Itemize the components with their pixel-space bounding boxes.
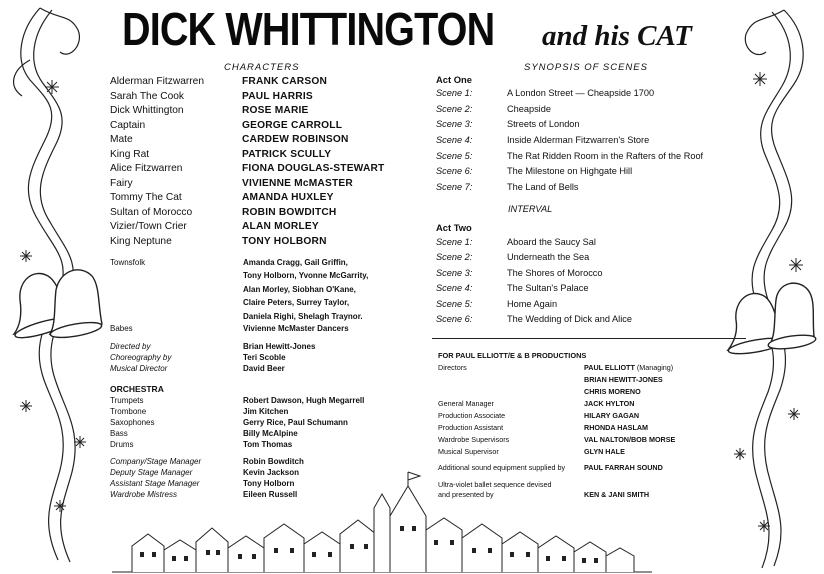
stage-label: Deputy Stage Manager	[110, 468, 193, 477]
cast-role: Tommy The Cat	[110, 192, 182, 203]
scene-label: Scene 2:	[436, 104, 473, 114]
cast-row	[110, 149, 430, 163]
programme-subtitle: and his CAT	[542, 20, 692, 52]
crew-name: JACK HYLTON	[584, 399, 635, 408]
ballet-line: and presented by	[438, 490, 494, 499]
cast-actor: VIVIENNE McMASTER	[242, 177, 353, 189]
scene-title: Streets of London	[507, 119, 580, 129]
crew-name: HILARY GAGAN	[584, 411, 640, 420]
player: Robert Dawson, Hugh Megarrell	[243, 396, 365, 405]
scene-label: Scene 4:	[436, 283, 473, 293]
interval-label: INTERVAL	[508, 204, 553, 214]
player: Billy McAlpine	[243, 429, 298, 438]
cast-actor: ROBIN BOWDITCH	[242, 206, 337, 218]
instrument: Trombone	[110, 407, 147, 416]
ballet-row	[438, 490, 798, 502]
stage-labels	[110, 456, 201, 500]
director-name: BRIAN HEWITT-JONES	[584, 375, 663, 384]
townsfolk-label: Townsfolk	[110, 258, 146, 267]
cast-actor: FRANK CARSON	[242, 76, 328, 87]
cast-row	[110, 221, 430, 235]
crew-name: GLYN HALE	[584, 447, 625, 456]
scene-row	[436, 151, 736, 166]
crew-row	[438, 447, 798, 459]
cast-actor: TONY HOLBORN	[242, 235, 327, 247]
scene-title: Home Again	[507, 299, 558, 309]
director-name-text: PAUL ELLIOTT	[584, 363, 635, 372]
cast-row	[110, 192, 430, 206]
scene-row	[436, 182, 736, 197]
church-tower	[374, 494, 390, 572]
scene-row	[436, 314, 736, 329]
scene-label: Scene 5:	[436, 299, 473, 309]
scene-row	[436, 88, 736, 103]
cast-row	[110, 134, 430, 148]
scene-label: Scene 1:	[436, 88, 473, 98]
cast-role: King Neptune	[110, 235, 172, 247]
crew-role: Wardrobe Supervisors	[438, 435, 510, 444]
crew-role: Production Assistant	[438, 423, 504, 432]
crew-name: VAL NALTON/BOB MORSE	[584, 435, 676, 444]
sound-label: Additional sound equipment supplied by	[438, 463, 566, 472]
productions-heading: FOR PAUL ELLIOTT/E & B PRODUCTIONS	[438, 351, 587, 360]
direction-names	[243, 341, 315, 374]
orchestra-heading: ORCHESTRA	[110, 384, 164, 394]
stage-label: Assistant Stage Manager	[110, 479, 200, 488]
director-note: (Managing)	[636, 363, 674, 372]
bell-icon	[13, 270, 102, 342]
scene-label: Scene 5:	[436, 151, 473, 161]
cast-role: King Rat	[110, 148, 150, 160]
direction-name: Teri Scoble	[243, 353, 286, 362]
cast-role: Captain	[110, 119, 146, 131]
scene-title: The Land of Bells	[507, 182, 579, 192]
cast-role: Alderman Fitzwarren	[110, 76, 204, 87]
instrument: Bass	[110, 429, 128, 438]
scene-row	[436, 268, 736, 283]
stage-label: Wardrobe Mistress	[110, 490, 177, 499]
cast-actor: PAUL HARRIS	[242, 90, 313, 102]
scene-title: Cheapside	[507, 104, 551, 114]
crew-name: RHONDA HASLAM	[584, 423, 649, 432]
cast-row	[110, 236, 430, 250]
sound-value: PAUL FARRAH SOUND	[584, 463, 663, 472]
cast-role: Mate	[110, 134, 133, 145]
orchestra-players	[243, 395, 364, 450]
scene-title: The Milestone on Highgate Hill	[507, 166, 633, 176]
cast-role: Dick Whittington	[110, 105, 184, 116]
scene-row	[436, 119, 736, 134]
orchestra-instruments	[110, 384, 164, 450]
stage-names	[243, 456, 304, 500]
townsfolk-line: Amanda Cragg, Gail Griffin,	[243, 258, 348, 267]
townsfolk-line: Alan Morley, Siobhan O'Kane,	[243, 284, 356, 294]
scene-row	[436, 237, 736, 252]
ballet-line: Ultra-violet ballet sequence devised	[438, 480, 552, 489]
direction-label: Choreography by	[110, 353, 172, 362]
stage-name: Eileen Russell	[243, 490, 298, 499]
ballet-value: KEN & JANI SMITH	[584, 490, 650, 499]
synopsis-heading: SYNOPSIS OF SCENES	[524, 62, 648, 73]
scene-label: Scene 3:	[436, 119, 473, 129]
crew-row	[438, 423, 798, 435]
directors-row	[438, 375, 798, 387]
cast-row	[110, 76, 430, 90]
scene-title: The Sultan's Palace	[507, 283, 589, 293]
townsfolk-line: Tony Holborn, Yvonne McGarrity,	[243, 271, 369, 281]
stage-name: Robin Bowditch	[243, 457, 304, 466]
instrument: Trumpets	[110, 396, 144, 405]
player: Tom Thomas	[243, 440, 293, 449]
player: Jim Kitchen	[243, 407, 289, 416]
stage-name: Kevin Jackson	[243, 468, 300, 477]
scene-title: The Shores of Morocco	[507, 268, 603, 278]
director-name: CHRIS MORENO	[584, 387, 641, 396]
scene-row	[436, 104, 736, 119]
cast-actor: AMANDA HUXLEY	[242, 192, 334, 203]
act-two-heading: Act Two	[436, 222, 472, 233]
scene-row	[436, 166, 736, 181]
player: Gerry Rice, Paul Schumann	[243, 418, 348, 427]
scene-label: Scene 7:	[436, 182, 473, 192]
crew-row	[438, 411, 798, 423]
direction-name: David Beer	[243, 364, 285, 373]
scene-row	[436, 283, 736, 298]
cast-role: Fairy	[110, 177, 133, 189]
scene-label: Scene 2:	[436, 252, 473, 262]
instrument: Drums	[110, 440, 134, 449]
directors-label: Directors	[438, 363, 467, 372]
programme-title: DICK WHITTINGTON	[122, 3, 495, 55]
crew-role: Production Associate	[438, 411, 506, 420]
bell-icon	[727, 283, 816, 357]
cast-actor: ALAN MORLEY	[242, 221, 319, 232]
cast-role: Alice Fitzwarren	[110, 163, 183, 174]
scene-title: Underneath the Sea	[507, 252, 590, 262]
director-name	[584, 363, 673, 372]
scene-row	[436, 135, 736, 150]
babes-value: Vivienne McMaster Dancers	[243, 324, 349, 333]
cast-row	[110, 178, 430, 192]
scene-title: The Wedding of Dick and Alice	[507, 314, 632, 324]
scene-label: Scene 4:	[436, 135, 473, 145]
characters-heading: CHARACTERS	[224, 62, 300, 73]
crew-row	[438, 399, 798, 411]
scene-label: Scene 3:	[436, 268, 473, 278]
crew-row	[438, 435, 798, 447]
crew-role: Musical Supervisor	[438, 447, 499, 456]
scene-label: Scene 6:	[436, 166, 473, 176]
townsfolk-line: Daniela Righi, Shelagh Traynor.	[243, 311, 363, 321]
scene-title: Aboard the Saucy Sal	[507, 237, 596, 247]
babes-label: Babes	[110, 324, 133, 333]
sound-row	[438, 463, 798, 475]
crew-role: General Manager	[438, 399, 494, 408]
cast-actor: FIONA DOUGLAS-STEWART	[242, 163, 385, 174]
cast-actor: CARDEW ROBINSON	[242, 134, 349, 145]
scene-title: The Rat Ridden Room in the Rafters of the Roof	[507, 151, 704, 161]
scene-row	[436, 299, 736, 314]
scene-row	[436, 252, 736, 267]
scene-title: A London Street — Cheapside 1700	[507, 88, 655, 98]
instrument: Saxophones	[110, 418, 155, 427]
scene-label: Scene 1:	[436, 237, 473, 247]
townsfolk-line: Claire Peters, Surrey Taylor,	[243, 298, 350, 308]
cast-role: Sarah The Cook	[110, 90, 184, 102]
cast-actor: PATRICK SCULLY	[242, 148, 332, 160]
direction-labels	[110, 341, 171, 374]
scene-title: Inside Alderman Fitzwarren's Store	[507, 135, 650, 145]
direction-name: Brian Hewitt-Jones	[243, 342, 316, 351]
directors-row	[438, 363, 798, 375]
cast-row	[110, 120, 430, 134]
direction-label: Musical Director	[110, 364, 168, 373]
stage-label: Company/Stage Manager	[110, 457, 202, 466]
stage-name: Tony Holborn	[243, 479, 295, 488]
direction-label: Directed by	[110, 342, 151, 351]
cast-row	[110, 163, 430, 177]
cast-row	[110, 91, 430, 105]
cast-row	[110, 207, 430, 221]
directors-row	[438, 387, 798, 399]
cast-role: Vizier/Town Crier	[110, 221, 187, 232]
cast-role: Sultan of Morocco	[110, 206, 193, 218]
townsfolk-names	[243, 256, 368, 323]
cast-row	[110, 105, 430, 119]
section-divider	[432, 338, 746, 339]
scene-label: Scene 6:	[436, 314, 473, 324]
act-one-heading: Act One	[436, 74, 472, 85]
cast-actor: ROSE MARIE	[242, 105, 309, 116]
cast-actor: GEORGE CARROLL	[242, 119, 343, 131]
